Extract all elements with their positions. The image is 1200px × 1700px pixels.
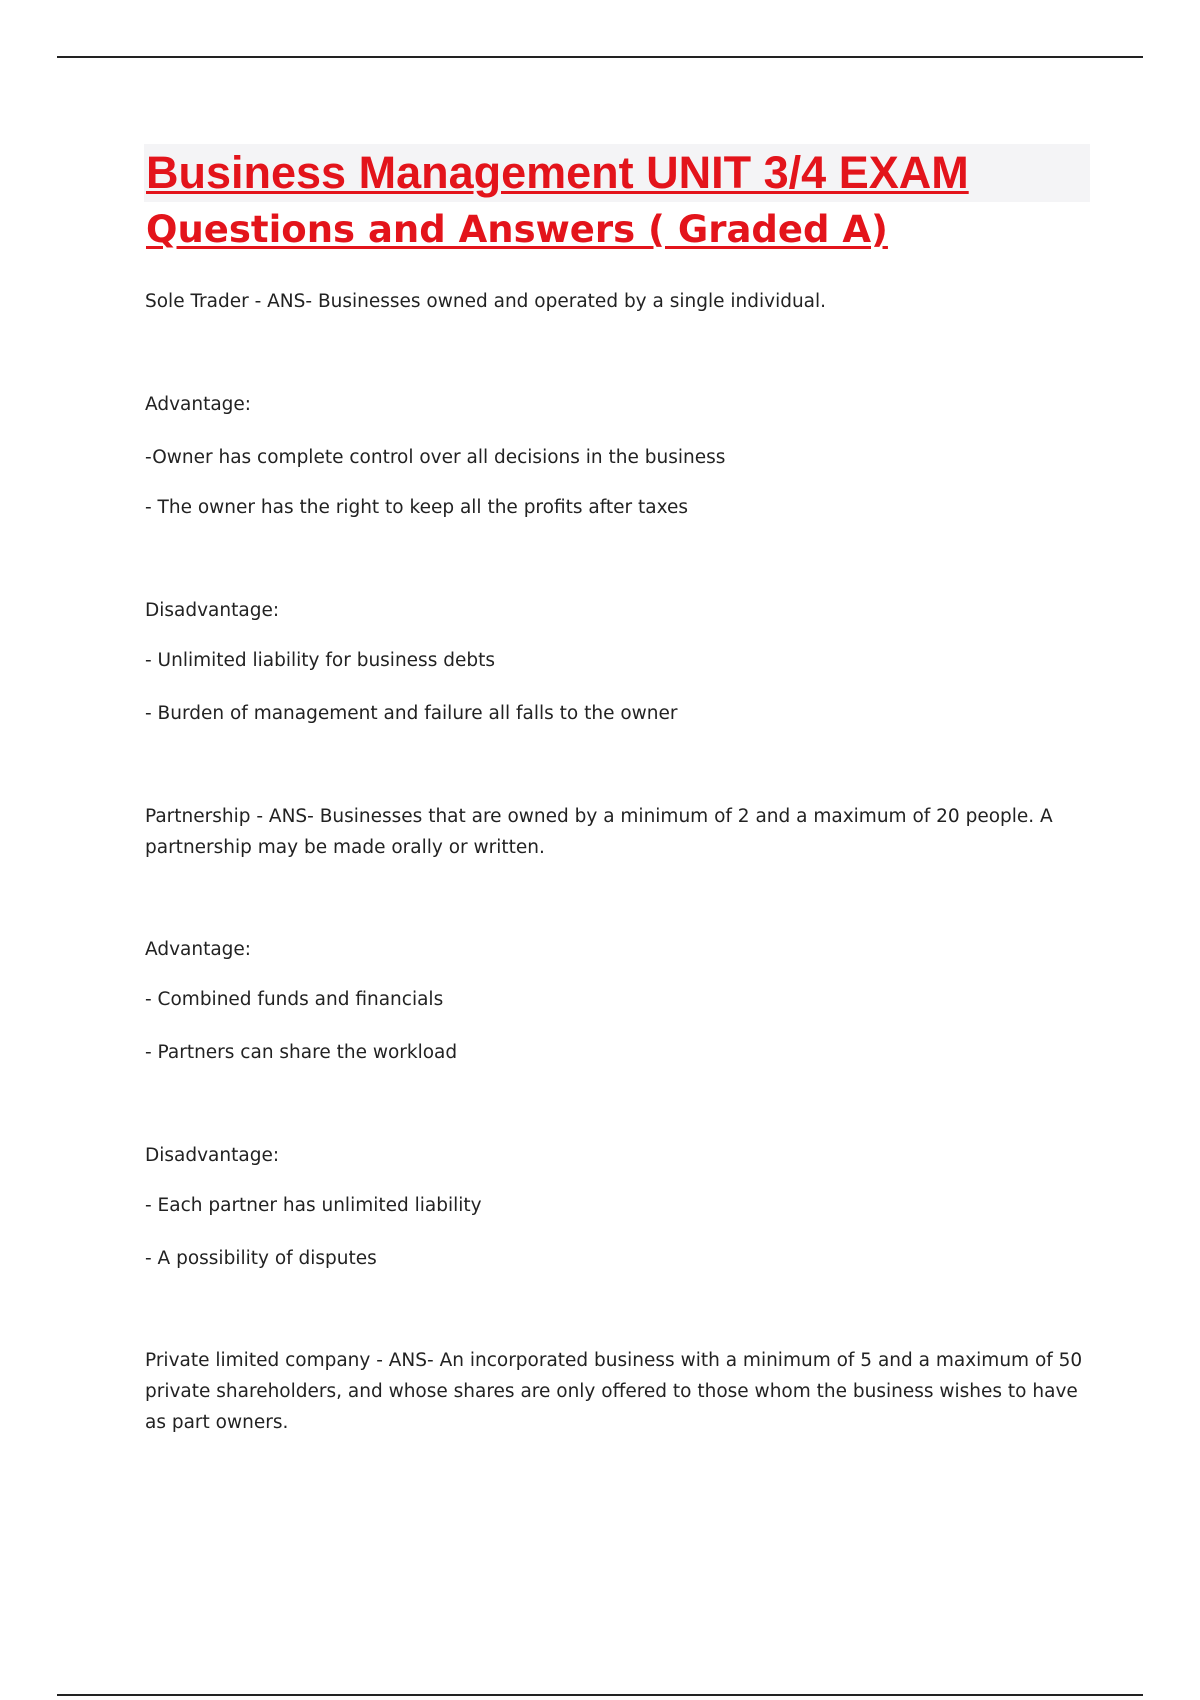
partnership-advantage-1: - Combined funds and financials: [145, 989, 444, 1010]
document-title: [144, 144, 1094, 256]
partnership-disadvantage-2: - A possibility of disputes: [145, 1248, 377, 1269]
private-limited-company-definition: Private limited company - ANS- An incorporated business with a minimum of 5 and a maximum of 50 private shareholders, and whose shares are only offered to those whom the business wishes to have as part owners.: [145, 1350, 1083, 1433]
partnership-disadvantage-label: Disadvantage:: [145, 1145, 280, 1166]
footer-rule: [57, 1694, 1143, 1696]
partnership-disadvantage-1: - Each partner has unlimited liability: [145, 1195, 482, 1216]
sole-trader-advantage-2: - The owner has the right to keep all the profits after taxes: [145, 497, 689, 518]
title-line-2: Questions and Answers ( Graded A): [146, 208, 888, 251]
sole-trader-definition: Sole Trader - ANS- Businesses owned and operated by a single individual.: [145, 291, 827, 312]
partnership-advantage-label: Advantage:: [145, 939, 252, 960]
header-rule: [57, 56, 1143, 58]
sole-trader-advantage-label: Advantage:: [145, 394, 252, 415]
title-line-1: Business Management UNIT 3/4 EXAM: [144, 144, 1090, 202]
sole-trader-disadvantage-label: Disadvantage:: [145, 600, 280, 621]
partnership-advantage-2: - Partners can share the workload: [145, 1042, 458, 1063]
sole-trader-disadvantage-1: - Unlimited liability for business debts: [145, 650, 495, 671]
partnership-definition: Partnership - ANS- Businesses that are owned by a minimum of 2 and a maximum of 20 people. A partnership may be made orally or written.: [145, 806, 1053, 858]
sole-trader-disadvantage-2: - Burden of management and failure all falls to the owner: [145, 703, 678, 724]
sole-trader-advantage-1: -Owner has complete control over all decisions in the business: [145, 447, 726, 468]
